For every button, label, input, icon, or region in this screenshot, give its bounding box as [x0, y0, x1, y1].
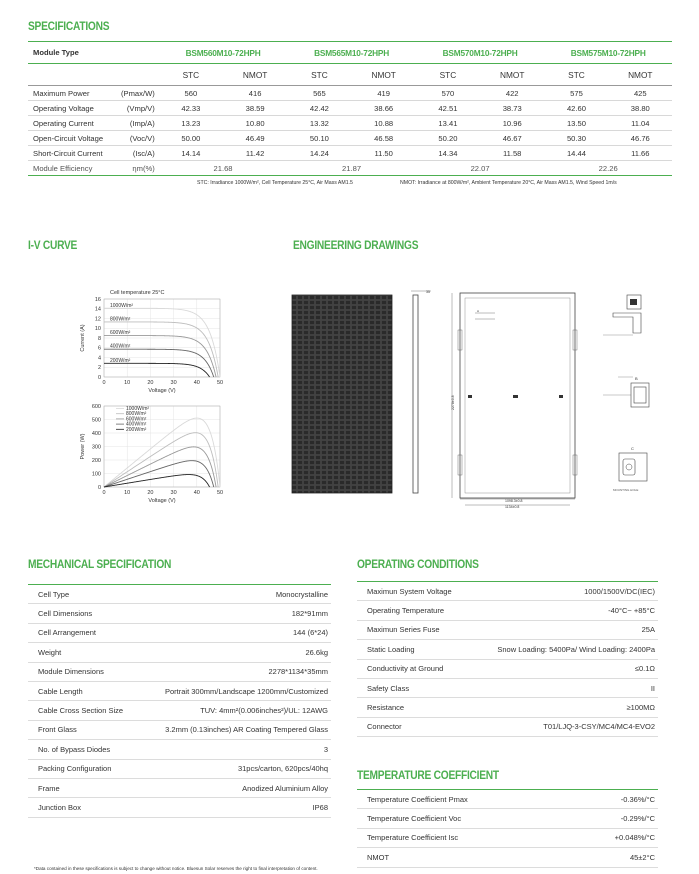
mechanical-row: [28, 740, 331, 759]
mechanical-row-value: 31pcs/carton, 620pcs/40hq: [139, 759, 331, 778]
spec-value: 13.23: [159, 116, 223, 131]
y-tick-label: 4: [97, 355, 101, 362]
spec-value: 38.66: [352, 101, 416, 116]
spec-value: 46.49: [223, 131, 287, 146]
nmot-header: NMOT: [480, 64, 544, 86]
iv-curve-chart: [74, 283, 234, 395]
x-tick-label: 0: [102, 380, 106, 386]
operating-row-value: ≤0.1Ω: [469, 659, 658, 678]
series-label: 1000W/m²: [110, 302, 134, 309]
temperature-row: [357, 809, 658, 828]
temperature-row-key: Temperature Coefficient Pmax: [357, 790, 571, 809]
spec-row-label: Maximum Power: [28, 86, 119, 101]
operating-row: [357, 620, 658, 639]
legend-label: 400W/m²: [126, 421, 147, 428]
mechanical-row-key: No. of Bypass Diodes: [28, 740, 139, 759]
mechanical-row: [28, 623, 331, 642]
mechanical-row-value: TUV: 4mm²(0.006inches²)/UL: 12AWG: [139, 701, 331, 720]
mechanical-row-value: 3: [139, 740, 331, 759]
x-tick-label: 40: [193, 490, 200, 496]
x-tick-label: 0: [102, 490, 106, 496]
operating-row: [357, 640, 658, 659]
spec-value: 50.20: [416, 131, 480, 146]
chart-title: Cell temperature 25°C: [110, 290, 165, 296]
x-axis-label: Voltage (V): [148, 498, 176, 504]
x-tick-label: 10: [124, 490, 131, 496]
mechanical-row-key: Junction Box: [28, 798, 139, 817]
stc-note: STC: Irradiance 1000W/m², Cell Temperature 25°C, Air Mass AM1.5: [197, 180, 353, 186]
mechanical-row-key: Cable Cross Section Size: [28, 701, 139, 720]
spec-row: [28, 116, 672, 131]
spec-value: 14.44: [544, 146, 608, 161]
temperature-row: [357, 790, 658, 809]
spec-row: [28, 101, 672, 116]
temperature-row: [357, 848, 658, 867]
spec-value: 42.33: [159, 101, 223, 116]
outer-width-dimension: 1134±0.8: [505, 505, 520, 509]
module-type-label: Module Type: [28, 42, 159, 64]
engineering-drawings-title: ENGINEERING DRAWINGS: [293, 238, 419, 252]
spec-value: 14.34: [416, 146, 480, 161]
stc-header: STC: [544, 64, 608, 86]
spec-value: 42.42: [287, 101, 351, 116]
y-tick-label: 0: [97, 484, 101, 491]
spec-value: 11.04: [609, 116, 672, 131]
operating-row: [357, 717, 658, 736]
mechanical-row-value: IP68: [139, 798, 331, 817]
detail-c-label: C: [631, 446, 634, 451]
temperature-row-value: 45±2°C: [571, 848, 658, 867]
height-dimension: 2278±0.8: [451, 395, 455, 410]
temperature-row-value: -0.29%/°C: [571, 809, 658, 828]
series-line: [104, 363, 210, 377]
mechanical-row-value: 2278*1134*35mm: [139, 662, 331, 681]
spec-row-unit: (Imp/A): [119, 116, 159, 131]
model-header: BSM560M10-72HPH: [159, 42, 288, 64]
mechanical-row-value: 3.2mm (0.13inches) AR Coating Tempered Glass: [139, 720, 331, 739]
model-header: BSM575M10-72HPH: [544, 42, 672, 64]
y-tick-label: 400: [91, 430, 101, 437]
y-tick-label: 8: [97, 335, 101, 342]
mechanical-row-key: Cable Length: [28, 681, 139, 700]
mechanical-row: [28, 759, 331, 778]
x-tick-label: 50: [216, 490, 224, 496]
series-line: [104, 336, 216, 377]
nmot-header: NMOT: [223, 64, 287, 86]
mechanical-row-value: Portrait 300mm/Landscape 1200mm/Customized: [139, 681, 331, 700]
spec-value: 14.24: [287, 146, 351, 161]
nmot-header: NMOT: [352, 64, 416, 86]
mechanical-row: [28, 681, 331, 700]
temperature-row-value: +0.048%/°C: [571, 828, 658, 847]
mechanical-row-key: Frame: [28, 778, 139, 797]
mechanical-row: [28, 585, 331, 604]
spec-value: 50.10: [287, 131, 351, 146]
legend-label: 1000W/m²: [126, 406, 150, 412]
y-tick-label: 300: [91, 444, 101, 451]
spec-value: 38.59: [223, 101, 287, 116]
spec-row: [28, 131, 672, 146]
stc-header: STC: [287, 64, 351, 86]
mechanical-specification-title: MECHANICAL SPECIFICATION: [28, 557, 172, 571]
detail-b: [603, 376, 649, 407]
operating-row-value: T01/LJQ-3-CSY/MC4/MC4-EVO2: [469, 717, 658, 736]
spec-value: 46.67: [480, 131, 544, 146]
operating-table: [357, 581, 658, 737]
efficiency-label: Module Efficiency: [28, 161, 119, 176]
x-axis-label: Voltage (V): [148, 388, 176, 394]
spec-value: 13.50: [544, 116, 608, 131]
spec-value: 42.51: [416, 101, 480, 116]
nmot-header: NMOT: [609, 64, 672, 86]
spec-value: 14.14: [159, 146, 223, 161]
temperature-row: [357, 828, 658, 847]
x-tick-label: 20: [147, 380, 154, 386]
model-header: BSM570M10-72HPH: [416, 42, 545, 64]
detail-a-label: A: [633, 299, 636, 304]
operating-row-key: Resistance: [357, 698, 469, 717]
legend-label: 600W/m²: [126, 416, 147, 423]
panel-side-view: [413, 295, 418, 493]
temperature-coefficient-title: TEMPERATURE COEFFICIENT: [357, 768, 499, 782]
inner-width-dimension: 1098.3±0.8: [505, 499, 523, 503]
spec-value: 42.60: [544, 101, 608, 116]
y-tick-label: 200: [91, 457, 101, 464]
y-tick-label: 100: [91, 471, 101, 478]
pv-curve-chart: [74, 400, 234, 505]
mechanical-row-value: Monocrystalline: [139, 585, 331, 604]
spec-value: 422: [480, 86, 544, 101]
spec-value: 38.73: [480, 101, 544, 116]
efficiency-value: 21.68: [159, 161, 288, 176]
mechanical-row: [28, 720, 331, 739]
y-tick-label: 14: [94, 306, 101, 313]
spec-value: 50.00: [159, 131, 223, 146]
x-tick-label: 20: [147, 490, 154, 496]
legend-label: 800W/m²: [126, 411, 147, 418]
y-axis-label: Current (A): [80, 324, 86, 352]
spec-row-unit: (Isc/A): [119, 146, 159, 161]
operating-row-value: Snow Loading: 5400Pa/ Wind Loading: 2400Pa: [469, 640, 658, 659]
x-tick-label: 40: [193, 380, 200, 386]
legend-label: 200W/m²: [126, 426, 147, 433]
spec-value: 11.50: [352, 146, 416, 161]
footnote: *Data contained in these specifications is subject to change without notice. Bluesun Solar reserves the right to final interpretation of content.: [34, 866, 318, 871]
mechanical-row-key: Cell Dimensions: [28, 604, 139, 623]
operating-row-value: -40°C~ +85°C: [469, 601, 658, 620]
operating-row-value: ≥100MΩ: [469, 698, 658, 717]
operating-row-key: Conductivity at Ground: [357, 659, 469, 678]
temperature-table: [357, 789, 658, 868]
operating-conditions-title: OPERATING CONDITIONS: [357, 557, 479, 571]
efficiency-value: 21.87: [287, 161, 416, 176]
y-tick-label: 500: [91, 417, 101, 424]
mechanical-row: [28, 701, 331, 720]
spec-value: 565: [287, 86, 351, 101]
series-label: 200W/m²: [110, 357, 131, 364]
operating-row-key: Maximun Series Fuse: [357, 620, 469, 639]
spec-value: 13.32: [287, 116, 351, 131]
label-a: A: [477, 309, 480, 313]
spec-value: 46.76: [609, 131, 672, 146]
temperature-row-key: Temperature Coefficient Voc: [357, 809, 571, 828]
specifications-table: [28, 41, 672, 176]
detail-a: [603, 295, 641, 335]
mechanical-row-key: Module Dimensions: [28, 662, 139, 681]
efficiency-value: 22.07: [416, 161, 545, 176]
detail-c: [613, 446, 647, 492]
operating-row: [357, 659, 658, 678]
spec-value: 50.30: [544, 131, 608, 146]
spec-value: 38.80: [609, 101, 672, 116]
operating-row-value: II: [469, 678, 658, 697]
mechanical-row-key: Packing Configuration: [28, 759, 139, 778]
spec-row-unit: (Voc/V): [119, 131, 159, 146]
mechanical-row-key: Weight: [28, 643, 139, 662]
engineering-drawings: [285, 285, 685, 515]
mechanical-table: [28, 584, 331, 818]
spec-value: 419: [352, 86, 416, 101]
spec-value: 11.58: [480, 146, 544, 161]
operating-row-key: Connector: [357, 717, 469, 736]
spec-value: 11.66: [609, 146, 672, 161]
panel-front-view: [292, 295, 392, 493]
temperature-row-value: -0.36%/°C: [571, 790, 658, 809]
spec-value: 560: [159, 86, 223, 101]
spec-row-label: Open-Circuit Voltage: [28, 131, 119, 146]
mechanical-row-key: Front Glass: [28, 720, 139, 739]
mechanical-row-value: Anodized Aluminium Alloy: [139, 778, 331, 797]
x-tick-label: 50: [216, 380, 224, 386]
spec-value: 10.80: [223, 116, 287, 131]
mechanical-row-value: 26.6kg: [139, 643, 331, 662]
y-tick-label: 600: [91, 403, 101, 410]
spec-value: 13.41: [416, 116, 480, 131]
stc-header: STC: [416, 64, 480, 86]
spec-value: 10.96: [480, 116, 544, 131]
mechanical-row-key: Cell Arrangement: [28, 623, 139, 642]
y-tick-label: 10: [94, 326, 101, 333]
pv-curve-svg: [74, 400, 234, 505]
series-label: 400W/m²: [110, 343, 131, 350]
series-label: 800W/m²: [110, 316, 131, 323]
detail-b-label: B: [635, 376, 638, 381]
y-tick-label: 2: [97, 365, 101, 372]
spec-row-label: Operating Current: [28, 116, 119, 131]
mechanical-row-value: 144 (6*24): [139, 623, 331, 642]
spec-row-unit: (Vmp/V): [119, 101, 159, 116]
spec-value: 575: [544, 86, 608, 101]
mechanical-row: [28, 798, 331, 817]
x-tick-label: 10: [124, 380, 131, 386]
x-tick-label: 30: [170, 380, 177, 386]
spec-row: [28, 86, 672, 101]
engineering-drawings-svg: [285, 285, 685, 515]
efficiency-unit: ηm(%): [119, 161, 159, 176]
spec-value: 10.88: [352, 116, 416, 131]
mechanical-row: [28, 778, 331, 797]
operating-row: [357, 601, 658, 620]
operating-row-key: Safety Class: [357, 678, 469, 697]
series-label: 600W/m²: [110, 330, 131, 337]
y-tick-label: 6: [97, 345, 101, 352]
stc-header: STC: [159, 64, 223, 86]
series-line: [104, 418, 220, 487]
spec-row-label: Operating Voltage: [28, 101, 119, 116]
spec-value: 570: [416, 86, 480, 101]
nmot-note: NMOT: Irradiance at 800W/m², Ambient Temperature 20°C, Air Mass AM1.5, Wind Speed 1m/s: [400, 180, 617, 186]
mechanical-row-key: Cell Type: [28, 585, 139, 604]
operating-row-key: Static Loading: [357, 640, 469, 659]
depth-dimension: 35: [426, 290, 430, 294]
iv-curve-title: I-V CURVE: [28, 238, 78, 252]
y-tick-label: 16: [94, 296, 101, 303]
mechanical-row: [28, 643, 331, 662]
temperature-row-key: NMOT: [357, 848, 571, 867]
mechanical-row: [28, 604, 331, 623]
specifications-title: SPECIFICATIONS: [28, 19, 110, 33]
iv-curve-svg: [74, 283, 234, 395]
operating-row-value: 25A: [469, 620, 658, 639]
mounting-hole-label: MOUNTING HOLE: [613, 488, 639, 492]
y-tick-label: 12: [94, 316, 101, 323]
spec-value: 425: [609, 86, 672, 101]
spec-row-label: Short-Circuit Current: [28, 146, 119, 161]
mechanical-row-value: 182*91mm: [139, 604, 331, 623]
mechanical-row: [28, 662, 331, 681]
efficiency-value: 22.26: [544, 161, 672, 176]
operating-row-key: Maximun System Voltage: [357, 582, 469, 601]
spec-value: 416: [223, 86, 287, 101]
spec-row-unit: (Pmax/W): [119, 86, 159, 101]
y-tick-label: 0: [97, 374, 101, 381]
operating-row: [357, 698, 658, 717]
operating-row: [357, 582, 658, 601]
operating-row-value: 1000/1500V/DC(IEC): [469, 582, 658, 601]
spec-value: 46.58: [352, 131, 416, 146]
y-axis-label: Power (W): [80, 433, 86, 460]
operating-row: [357, 678, 658, 697]
temperature-row-key: Temperature Coefficient Isc: [357, 828, 571, 847]
x-tick-label: 30: [170, 490, 177, 496]
spec-row: [28, 146, 672, 161]
spec-value: 11.42: [223, 146, 287, 161]
model-header: BSM565M10-72HPH: [287, 42, 416, 64]
operating-row-key: Operating Temperature: [357, 601, 469, 620]
